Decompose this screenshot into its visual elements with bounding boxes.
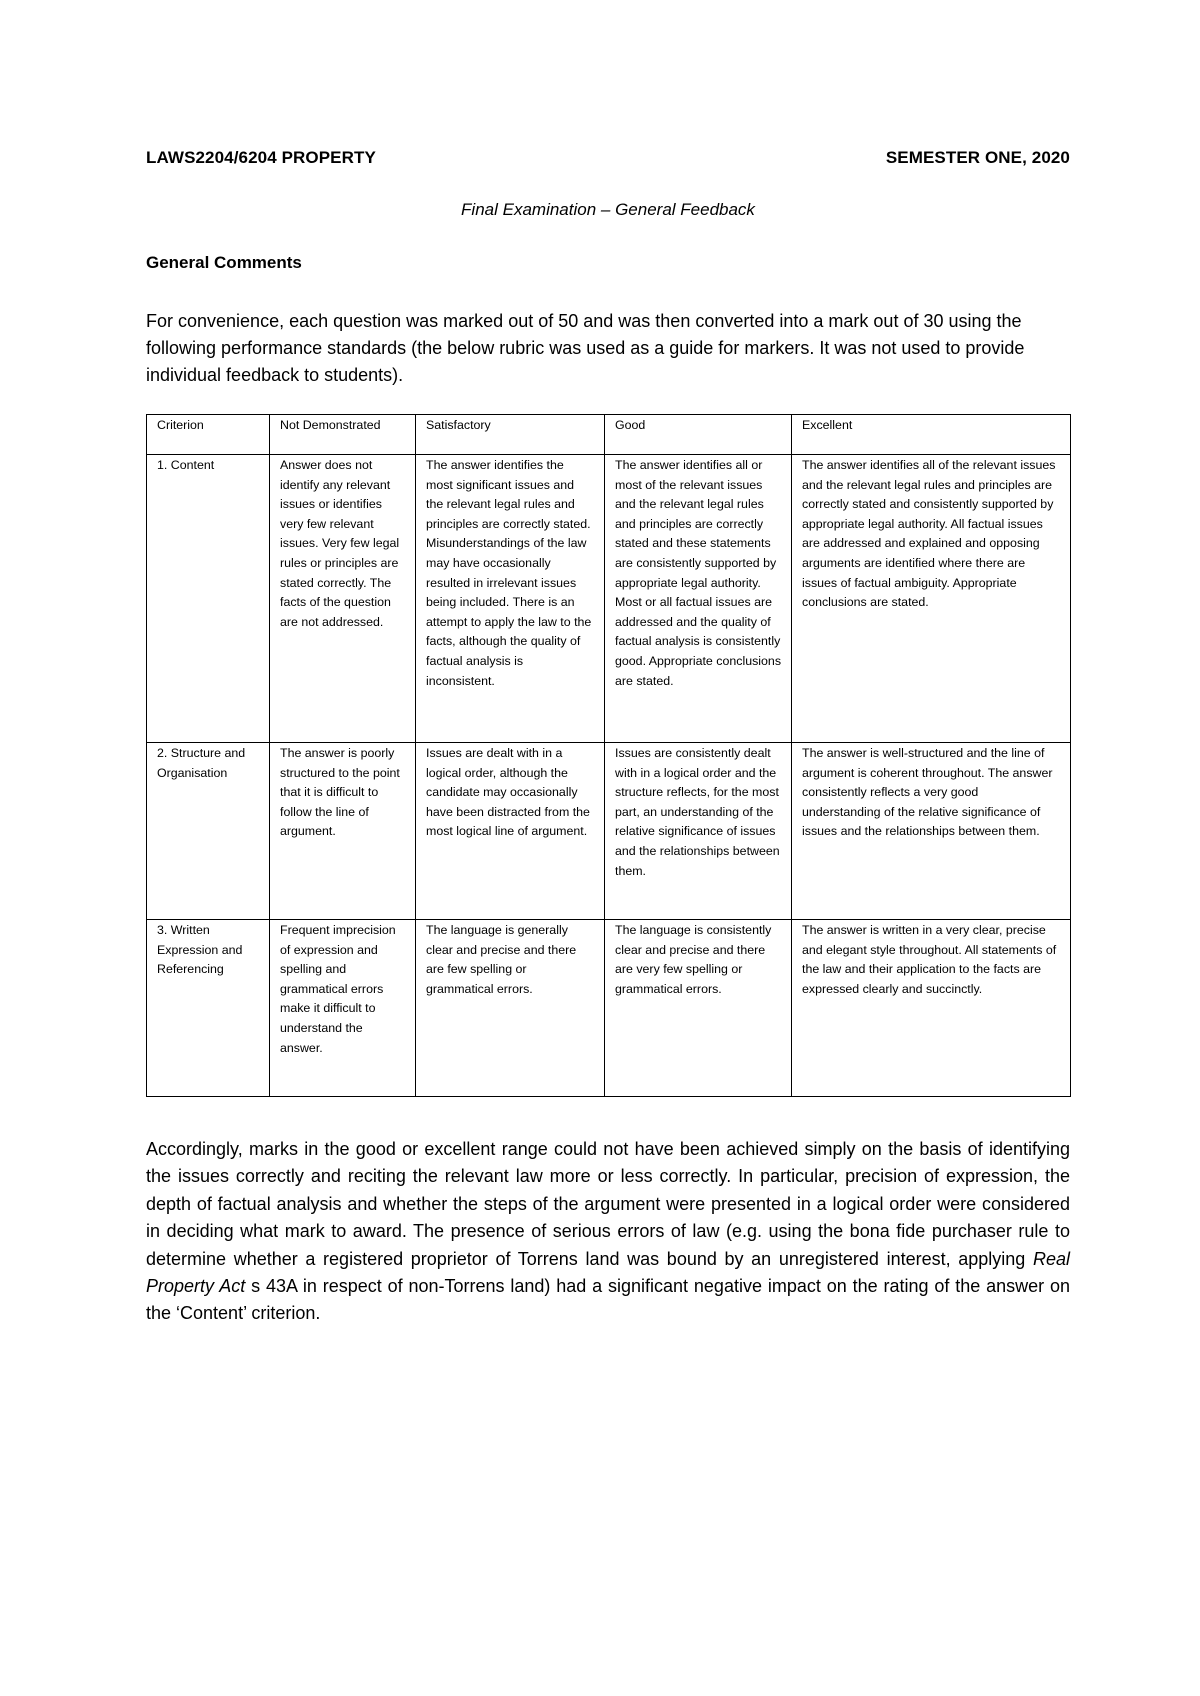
not-demonstrated-cell: The answer is poorly structured to the point that it is difficult to follow the line of argument.: [270, 743, 416, 920]
excellent-cell: The answer is well-structured and the line of argument is coherent throughout. The answer consistently reflects a very good understanding of the relative significance of issues and the relationships between them.: [792, 743, 1071, 920]
table-row: [147, 920, 1071, 1097]
intro-paragraph: For convenience, each question was marked out of 50 and was then converted into a mark out of 30 using the following performance standards (the below rubric was used as a guide for markers. It was not used to provide individual feedback to students).: [146, 311, 1025, 385]
rubric-table: [146, 414, 1071, 1097]
not-demonstrated-cell: Frequent imprecision of expression and spelling and grammatical errors make it difficult to understand the answer.: [270, 920, 416, 1097]
satisfactory-cell: The language is generally clear and precise and there are few spelling or grammatical errors.: [416, 920, 605, 1097]
semester-label: SEMESTER ONE, 2020: [885, 148, 1070, 167]
closing-text-part1: Accordingly, marks in the good or excellent range could not have been achieved simply on the basis of identifying the issues correctly and reciting the relevant law more or less correctly. In particular, precision of expression, the depth of factual analysis and whether the steps of the argument were presented in a logical order were considered in deciding what mark to award. The presence of serious errors of law (e.g. using the bona fide purchaser rule to determine whether a registered proprietor of Torrens land was bound by an unregistered interest, applying: [146, 1139, 1070, 1269]
criterion-cell: 2. Structure and Organisation: [147, 743, 270, 920]
document-header: [146, 148, 1070, 168]
column-header-not-demonstrated: Not Demonstrated: [270, 415, 416, 455]
table-row: [147, 743, 1071, 920]
excellent-cell: The answer is written in a very clear, precise and elegant style throughout. All statements of the law and their application to the facts are expressed clearly and succinctly.: [792, 920, 1071, 1097]
section-heading: General Comments: [146, 253, 302, 272]
closing-text-part2: s 43A in respect of non-Torrens land) had a significant negative impact on the rating of the answer on the ‘Content’ criterion.: [146, 1276, 1070, 1324]
column-header-excellent: Excellent: [792, 415, 1071, 455]
not-demonstrated-cell: Answer does not identify any relevant issues or identifies very few relevant issues. Very few legal rules or principles are stated correctly. The facts of the question are not addressed.: [270, 455, 416, 743]
document-title: Final Examination – General Feedback: [461, 200, 755, 219]
course-code: LAWS2204/6204 PROPERTY: [146, 148, 376, 167]
satisfactory-cell: The answer identifies the most significant issues and the relevant legal rules and principles are correctly stated. Misunderstandings of the law may have occasionally resulted in irrelevant issues being included. There is an attempt to apply the law to the facts, although the quality of factual analysis is inconsistent.: [416, 455, 605, 743]
column-header-criterion: Criterion: [147, 415, 270, 455]
good-cell: Issues are consistently dealt with in a logical order and the structure reflects, for the most part, an understanding of the relative significance of issues and the relationships between them.: [605, 743, 792, 920]
criterion-cell: 1. Content: [147, 455, 270, 743]
rubric-header-row: [147, 415, 1071, 455]
criterion-cell: 3. Written Expression and Referencing: [147, 920, 270, 1097]
table-row: [147, 455, 1071, 743]
closing-paragraph: [146, 1136, 1070, 1328]
good-cell: The answer identifies all or most of the relevant issues and the relevant legal rules and principles are correctly stated and these statements are consistently supported by appropriate legal authority. Most or all factual issues are addressed and the quality of factual analysis is consistently good. Appropriate conclusions are stated.: [605, 455, 792, 743]
excellent-cell: The answer identifies all of the relevant issues and the relevant legal rules and principles are correctly stated and consistently supported by appropriate legal authority. All factual issues are addressed and explained and opposing arguments are identified where there are issues of factual ambiguity. Appropriate conclusions are stated.: [792, 455, 1071, 743]
act-name: Real Property Act: [146, 1248, 1070, 1297]
column-header-satisfactory: Satisfactory: [416, 415, 605, 455]
satisfactory-cell: Issues are dealt with in a logical order, although the candidate may occasionally have been distracted from the most logical line of argument.: [416, 743, 605, 920]
good-cell: The language is consistently clear and precise and there are very few spelling or grammatical errors.: [605, 920, 792, 1097]
column-header-good: Good: [605, 415, 792, 455]
